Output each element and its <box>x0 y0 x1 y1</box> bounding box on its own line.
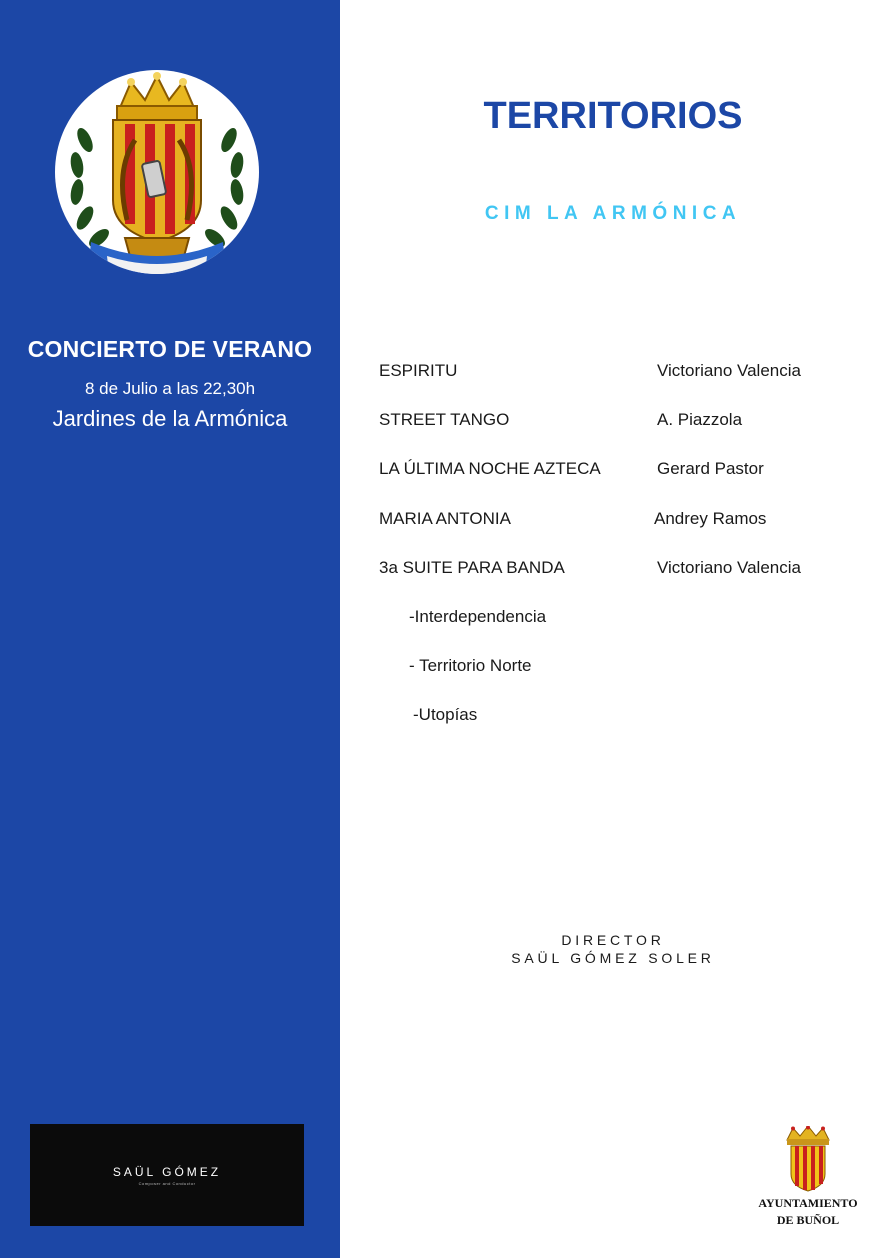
director-name: SAÜL GÓMEZ SOLER <box>511 950 715 966</box>
program-work: LA ÚLTIMA NOCHE AZTECA <box>379 459 601 478</box>
concert-venue: Jardines de la Armónica <box>52 406 288 431</box>
council-name-line1: AYUNTAMIENTO <box>758 1196 858 1210</box>
suite-movement: -Interdependencia <box>409 607 547 626</box>
program-composer: Andrey Ramos <box>654 509 767 528</box>
band-emblem-icon <box>55 70 259 274</box>
concert-date: 8 de Julio a las 22,30h <box>84 379 256 398</box>
sponsor-brand-logo <box>30 1124 304 1226</box>
band-emblem-logo <box>55 70 259 274</box>
band-name-subtitle: CIM LA ARMÓNICA <box>484 203 742 224</box>
program-composer: Victoriano Valencia <box>657 558 801 577</box>
concert-program-title: TERRITORIOS <box>483 95 743 137</box>
director-label: DIRECTOR <box>561 932 665 948</box>
program-work: ESPIRITU <box>379 361 458 380</box>
suite-movement: - Territorio Norte <box>409 656 532 675</box>
concert-title: CONCIERTO DE VERANO <box>27 336 313 362</box>
sidebar-panel <box>0 0 340 1258</box>
council-coat-of-arms-icon <box>783 1126 833 1192</box>
program-work: 3a SUITE PARA BANDA <box>379 558 565 577</box>
brand-tagline: Composer and Conductor <box>138 1181 196 1186</box>
program-composer: Gerard Pastor <box>657 459 764 478</box>
brand-name: SAÜL GÓMEZ <box>112 1165 222 1179</box>
council-name-line2: DE BUÑOL <box>776 1213 840 1227</box>
program-work: STREET TANGO <box>379 410 510 429</box>
program-work: MARIA ANTONIA <box>379 509 511 528</box>
program-composer: Victoriano Valencia <box>657 361 801 380</box>
suite-movement: -Utopías <box>413 705 478 724</box>
program-composer: A. Piazzola <box>657 410 743 429</box>
